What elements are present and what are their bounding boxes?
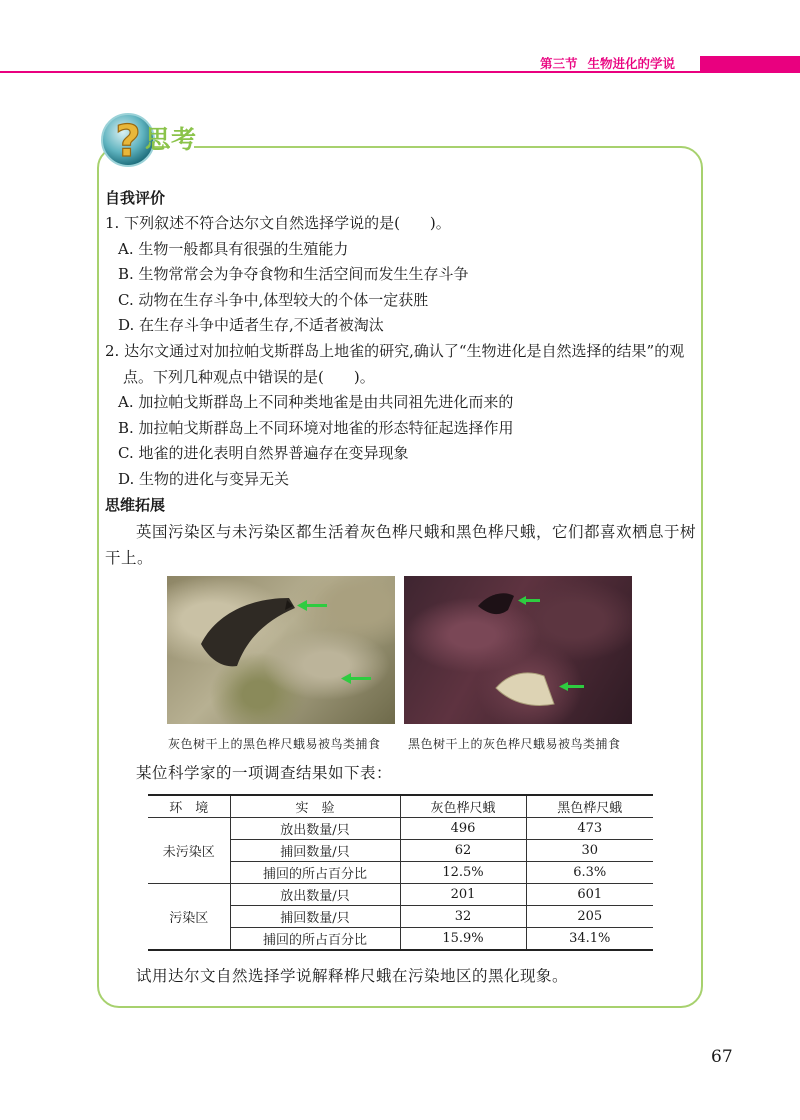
table-cell: 473	[526, 818, 653, 840]
table-cell: 15.9%	[400, 928, 526, 951]
page-number: 67	[711, 1047, 733, 1067]
header-title: 生物进化的学说	[587, 56, 676, 71]
env-cell: 污染区	[148, 884, 230, 951]
option: D. 生物的进化与变异无关	[118, 469, 290, 488]
arrow-icon	[518, 596, 540, 605]
caption-gray-trunk: 灰色树干上的黑色桦尺蛾易被鸟类捕食	[168, 737, 381, 751]
env-cell: 未污染区	[148, 818, 230, 884]
question-stem: 1. 下列叙述不符合达尔文自然选择学说的是( )。	[105, 214, 451, 232]
table-cell: 201	[400, 884, 526, 906]
option: B. 生物常常会为争夺食物和生活空间而发生生存斗争	[118, 265, 469, 284]
table-cell: 12.5%	[400, 862, 526, 884]
table-cell: 捕回数量/只	[230, 906, 400, 928]
table-cell: 捕回的所占百分比	[230, 862, 400, 884]
moth-photos	[167, 576, 637, 726]
table-cell: 205	[526, 906, 653, 928]
light-moth-icon	[496, 673, 554, 706]
extension-heading: 思维拓展	[105, 495, 166, 514]
option: A. 生物一般都具有很强的生殖能力	[118, 239, 349, 258]
exercise-content	[105, 186, 697, 571]
table-intro: 某位科学家的一项调查结果如下表：	[136, 764, 393, 782]
self-eval-heading: 自我评价	[105, 189, 166, 207]
table-row	[148, 884, 653, 906]
think-label: 思考	[145, 125, 198, 154]
option: A. 加拉帕戈斯群岛上不同种类地雀是由共同祖先进化而来的	[118, 393, 514, 412]
caption-dark-trunk: 黑色树干上的灰色桦尺蛾易被鸟类捕食	[408, 737, 621, 751]
running-header	[540, 55, 696, 73]
arrow-icon	[341, 673, 371, 684]
question-2	[105, 339, 697, 493]
option: C. 动物在生存斗争中,体型较大的个体一定获胜	[118, 290, 429, 309]
question-stem: 2. 达尔文通过对加拉帕戈斯群岛上地雀的研究,确认了“生物进化是自然选择的结果”的观点。下列几种观点中错误的是( )。	[105, 341, 685, 386]
table-cell: 放出数量/只	[230, 884, 400, 906]
table-cell: 捕回数量/只	[230, 840, 400, 862]
table-row	[148, 818, 653, 840]
dark-moth-icon	[201, 598, 295, 666]
task-prompt: 试用达尔文自然选择学说解释桦尺蛾在污染地区的黑化现象。	[136, 967, 569, 985]
arrow-icon	[559, 682, 584, 691]
option: B. 加拉帕戈斯群岛上不同环境对地雀的形态特征起选择作用	[118, 418, 514, 437]
table-cell: 捕回的所占百分比	[230, 928, 400, 951]
table-cell: 32	[400, 906, 526, 928]
option: C. 地雀的进化表明自然界普遍存在变异现象	[118, 444, 409, 463]
table-header: 黑色桦尺蛾	[526, 795, 653, 818]
table-header: 灰色桦尺蛾	[400, 795, 526, 818]
svg-text:?: ?	[115, 116, 141, 167]
dark-moth-hidden-icon	[478, 593, 514, 614]
extension-paragraph: 英国污染区与未污染区都生活着灰色桦尺蛾和黑色桦尺蛾，它们都喜欢栖息于树干上。	[105, 522, 697, 567]
table-header: 环 境	[148, 795, 230, 818]
arrow-icon	[297, 600, 327, 611]
table-cell: 30	[526, 840, 653, 862]
table-header: 实 验	[230, 795, 400, 818]
table-cell: 601	[526, 884, 653, 906]
question-1	[105, 211, 697, 339]
table-cell: 放出数量/只	[230, 818, 400, 840]
header-color-band	[700, 56, 800, 72]
header-section: 第三节	[540, 56, 578, 71]
table-cell: 34.1%	[526, 928, 653, 951]
survey-table	[148, 794, 653, 951]
option: D. 在生存斗争中适者生存,不适者被淘汰	[118, 316, 384, 335]
table-header-row	[148, 795, 653, 818]
table-cell: 62	[400, 840, 526, 862]
photo-gray-trunk	[167, 576, 395, 724]
table-cell: 496	[400, 818, 526, 840]
photo-dark-trunk	[404, 576, 632, 724]
table-cell: 6.3%	[526, 862, 653, 884]
